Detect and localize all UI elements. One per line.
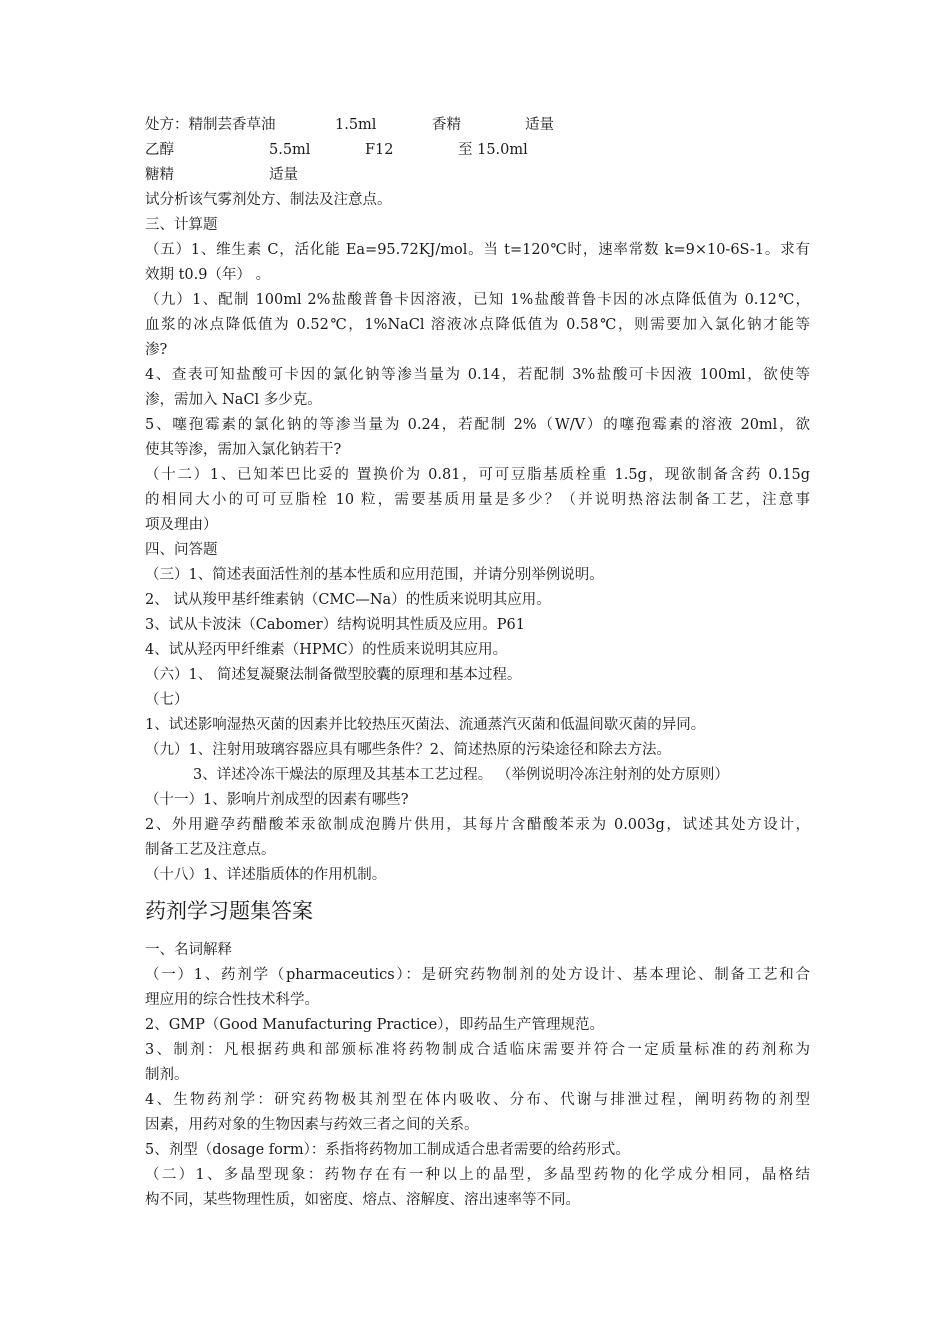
question-text: （十二）1、已知苯巴比妥的 置换价为 0.81，可可豆脂基质栓重 1.5g，现欲制备含药 0.15g bbox=[145, 467, 810, 483]
prescription-amount: 至 15.0ml bbox=[458, 142, 528, 158]
question-text: 2、外用避孕药醋酸苯汞欲制成泡腾片供用，其每片含醋酸苯汞为 0.003g，试述其处方设计， bbox=[145, 817, 810, 833]
answer-text: 构不同，某些物理性质，如密度、熔点、溶解度、溶出速率等不同。 bbox=[145, 1192, 580, 1208]
prescription-ingredient: F12 bbox=[365, 142, 394, 158]
question-text: （九）1、配制 100ml 2%盐酸普鲁卡因溶液，已知 1%盐酸普鲁卡因的冰点降低值为 0.12℃， bbox=[145, 292, 810, 308]
answer-text: 4、生物药剂学：研究药物极其剂型在体内吸收、分布、代谢与排泄过程，阐明药物的剂型 bbox=[145, 1092, 810, 1108]
answer-text: 因素，用药对象的生物因素与药效三者之间的关系。 bbox=[145, 1117, 479, 1133]
question-text: （三）1、简述表面活性剂的基本性质和应用范围，并请分别举例说明。 bbox=[145, 567, 604, 583]
prescription-ingredient: 香精 bbox=[432, 117, 461, 133]
section-heading: 三、计算题 bbox=[145, 217, 218, 233]
question-text: 1、试述影响湿热灭菌的因素并比较热压灭菌法、流通蒸汽灭菌和低温间歇灭菌的异同。 bbox=[145, 717, 706, 733]
page-title: 药剂学习题集答案 bbox=[145, 899, 313, 923]
question-text: 制备工艺及注意点。 bbox=[145, 842, 276, 858]
prescription-row-2 bbox=[145, 138, 810, 163]
prescription-ingredient: 糖精 bbox=[145, 167, 174, 183]
answer-text: 2、GMP（Good Manufacturing Practice），即药品生产管理规范。 bbox=[145, 1017, 604, 1033]
prescription-label: 处方：精制芸香草油 bbox=[145, 117, 276, 133]
question-text: 使其等渗，需加入氯化钠若干? bbox=[145, 442, 342, 458]
question-text: 效期 t0.9（年） 。 bbox=[145, 267, 271, 283]
question-text: 5、噻孢霉素的氯化钠的等渗当量为 0.24，若配制 2%（W/V）的噻孢霉素的溶液 20ml，欲 bbox=[145, 417, 810, 433]
question-text: 3、试从卡波沫（Cabomer）结构说明其性质及应用。P61 bbox=[145, 617, 525, 633]
question-text: 试分析该气雾剂处方、制法及注意点。 bbox=[145, 192, 392, 208]
answer-text: 3、制剂：凡根据药典和部颁标准将药物制成合适临床需要并符合一定质量标准的药剂称为 bbox=[145, 1042, 810, 1058]
question-text: 渗? bbox=[145, 342, 168, 358]
prescription-amount: 5.5ml bbox=[269, 142, 311, 158]
answer-text: （一）1、药剂学（pharmaceutics）：是研究药物制剂的处方设计、基本理论、制备工艺和合 bbox=[145, 967, 810, 983]
question-text: 4、试从羟丙甲纤维素（HPMC）的性质来说明其应用。 bbox=[145, 642, 508, 658]
question-text: （七） bbox=[145, 692, 189, 708]
question-text: （十八）1、详述脂质体的作用机制。 bbox=[145, 867, 387, 883]
question-text: （六）1、 简述复凝聚法制备微型胶囊的原理和基本过程。 bbox=[145, 667, 522, 683]
question-text: 3、详述冷冻干燥法的原理及其基本工艺过程。 （举例说明冷冻注射剂的处方原则） bbox=[193, 767, 729, 783]
question-text: （五）1、维生素 C，活化能 Ea=95.72KJ/mol。当 t=120℃时，速率常数 k=9×10-6S-1。求有 bbox=[145, 242, 810, 258]
prescription-ingredient: 乙醇 bbox=[145, 142, 174, 158]
section-heading: 四、问答题 bbox=[145, 542, 218, 558]
document-body bbox=[145, 113, 810, 1213]
question-text: 4、查表可知盐酸可卡因的氯化钠等渗当量为 0.14，若配制 3%盐酸可卡因液 100ml，欲使等 bbox=[145, 367, 810, 383]
answer-text: 理应用的综合性技术科学。 bbox=[145, 992, 319, 1008]
answer-text: 5、剂型（dosage form）：系指将药物加工制成适合患者需要的给药形式。 bbox=[145, 1142, 630, 1158]
question-text: 的相同大小的可可豆脂栓 10 粒，需要基质用量是多少？（并说明热溶法制备工艺，注意事 bbox=[145, 492, 810, 508]
prescription-row-1 bbox=[145, 113, 810, 138]
question-text: 血浆的冰点降低值为 0.52℃，1%NaCl 溶液冰点降低值为 0.58℃，则需要加入氯化钠才能等 bbox=[145, 317, 810, 333]
prescription-amount: 1.5ml bbox=[335, 117, 377, 133]
question-text: 项及理由） bbox=[145, 517, 218, 533]
prescription-amount: 适量 bbox=[269, 167, 298, 183]
section-heading: 一、名词解释 bbox=[145, 942, 232, 958]
answer-text: （二）1、多晶型现象：药物存在有一种以上的晶型，多晶型药物的化学成分相同，晶格结 bbox=[145, 1167, 810, 1183]
question-text: （九）1、注射用玻璃容器应具有哪些条件？2、简述热原的污染途径和除去方法。 bbox=[145, 742, 671, 758]
question-text: 渗，需加入 NaCl 多少克。 bbox=[145, 392, 322, 408]
question-text: 2、 试从羧甲基纤维素钠（CMC—Na）的性质来说明其应用。 bbox=[145, 592, 551, 608]
question-text: （十一）1、影响片剂成型的因素有哪些? bbox=[145, 792, 409, 808]
prescription-row-3 bbox=[145, 163, 810, 188]
prescription-amount: 适量 bbox=[525, 117, 554, 133]
answer-text: 制剂。 bbox=[145, 1067, 189, 1083]
